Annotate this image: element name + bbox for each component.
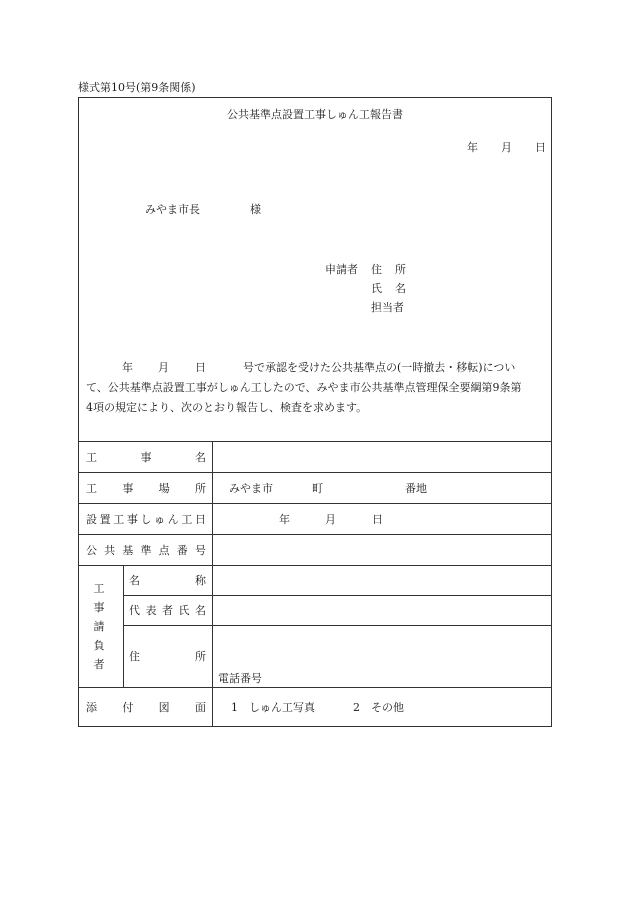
body-month: 月 <box>158 361 169 374</box>
addressee-honorific: 様 <box>250 203 261 216</box>
table-divider <box>78 687 552 688</box>
header-month: 月 <box>501 141 512 154</box>
contractor-name-label: 名 称 <box>129 574 206 587</box>
attachment-item-other: 2 その他 <box>353 701 404 714</box>
table-column-line <box>123 565 124 687</box>
table-divider <box>123 625 552 626</box>
attachment-label: 添 付 図 面 <box>86 701 206 714</box>
contractor-group-label: 工 事 請 負 者 <box>93 582 105 671</box>
body-line-2: て、公共基準点設置工事がしゅん工したので、みやま市公共基準点管理保全要綱第9条第 <box>86 381 522 394</box>
completion-month: 月 <box>325 513 336 526</box>
contractor-address-label: 住 所 <box>129 650 206 663</box>
addressee-name: みやま市長 <box>145 203 200 216</box>
table-divider <box>78 503 552 504</box>
point-number-label: 公 共 基 準 点 番 号 <box>86 544 206 557</box>
contractor-phone-label: 電話番号 <box>218 672 262 685</box>
header-year: 年 <box>467 141 478 154</box>
applicant-address-char: 所 <box>395 263 406 276</box>
work-place-lot: 番地 <box>405 482 427 495</box>
work-place-town: 町 <box>312 482 323 495</box>
work-place-label: 工 事 場 所 <box>86 482 206 495</box>
table-divider <box>78 534 552 535</box>
applicant-label: 申請者 <box>325 263 358 276</box>
table-divider <box>78 472 552 473</box>
body-day: 日 <box>195 361 206 374</box>
applicant-name-char: 氏 <box>371 282 382 295</box>
body-line-1: 号で承認を受けた公共基準点の(一時撤去・移転)につい <box>243 361 516 374</box>
completion-date-label: 設 置 工 事 し ゅ ん 工 日 <box>86 513 206 526</box>
completion-year: 年 <box>279 513 290 526</box>
table-divider <box>78 441 552 442</box>
applicant-contact-label: 担当者 <box>371 301 404 314</box>
table-column-line <box>212 441 213 727</box>
body-year: 年 <box>122 361 133 374</box>
table-divider <box>123 595 552 596</box>
applicant-name-char: 名 <box>395 282 406 295</box>
applicant-address-char: 住 <box>371 263 382 276</box>
table-divider <box>78 565 552 566</box>
completion-day: 日 <box>372 513 383 526</box>
attachment-item-photos: 1 しゅん工写真 <box>231 701 315 714</box>
work-name-label: 工 事 名 <box>86 451 206 464</box>
header-day: 日 <box>535 141 546 154</box>
page-title: 公共基準点設置工事しゅん工報告書 <box>227 108 403 121</box>
contractor-rep-label: 代 表 者 氏 名 <box>129 604 206 617</box>
body-line-3: 4項の規定により、次のとおり報告し、検査を求めます。 <box>86 401 368 414</box>
form-label: 様式第10号(第9条関係) <box>78 81 196 94</box>
work-place-city: みやま市 <box>229 482 273 495</box>
